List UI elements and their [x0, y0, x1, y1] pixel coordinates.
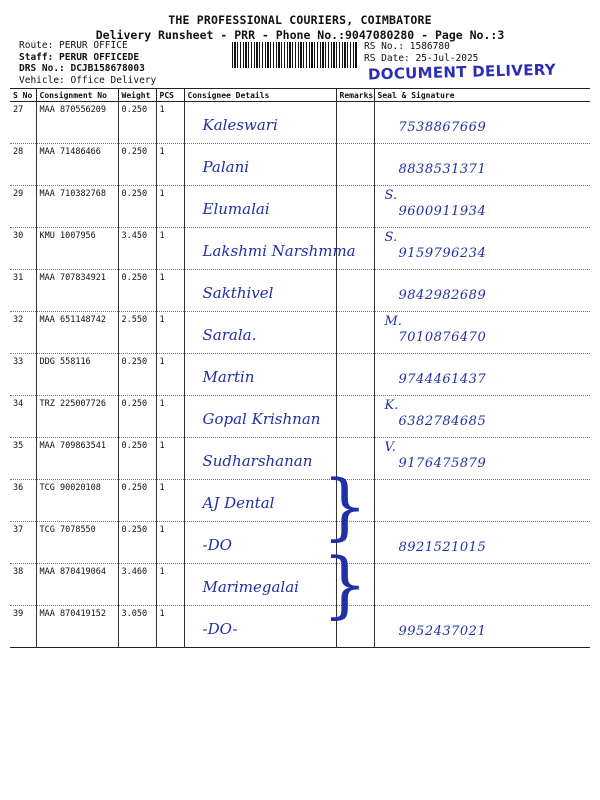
consignee-details	[184, 396, 336, 438]
consignee-details	[184, 270, 336, 312]
table-row	[10, 480, 590, 522]
consignment-number: DDG 558116	[36, 354, 118, 396]
weight-value: 0.250	[118, 186, 156, 228]
seal-signature-cell	[374, 102, 590, 144]
signature-initial: S.	[384, 230, 398, 245]
consignee-name-handwritten: Palani	[202, 158, 250, 176]
header-consignee: Consignee Details	[184, 89, 336, 102]
consignee-name-handwritten: Sarala.	[202, 326, 257, 344]
signature-phone: 9159796234	[398, 246, 487, 261]
weight-value: 0.250	[118, 144, 156, 186]
consignment-number: MAA 870556209	[36, 102, 118, 144]
pieces-count: 1	[156, 102, 184, 144]
header-weight: Weight	[118, 89, 156, 102]
pieces-count: 1	[156, 396, 184, 438]
serial-number: 33	[10, 354, 36, 396]
seal-signature-cell	[374, 522, 590, 564]
table-row	[10, 186, 590, 228]
barcode-image	[232, 42, 358, 68]
consignee-name-handwritten: Kaleswari	[202, 116, 278, 134]
grouping-brace-bottom: }	[322, 542, 368, 626]
weight-value: 0.250	[118, 480, 156, 522]
signature-phone: 9744461437	[398, 372, 487, 387]
seal-signature-cell	[374, 564, 590, 606]
table-row	[10, 438, 590, 480]
table-row	[10, 312, 590, 354]
serial-number: 31	[10, 270, 36, 312]
signature-phone: 7010876470	[398, 330, 487, 345]
remarks-cell	[336, 144, 374, 186]
serial-number: 35	[10, 438, 36, 480]
consignment-number: MAA 707834921	[36, 270, 118, 312]
serial-number: 34	[10, 396, 36, 438]
serial-number: 29	[10, 186, 36, 228]
seal-signature-cell	[374, 144, 590, 186]
consignment-number: TCG 90020108	[36, 480, 118, 522]
grouping-brace-top: }	[322, 464, 368, 548]
seal-signature-cell	[374, 438, 590, 480]
pieces-count: 1	[156, 480, 184, 522]
seal-signature-cell	[374, 270, 590, 312]
header-pcs: PCS	[156, 89, 184, 102]
signature-phone: 9176475879	[398, 456, 487, 471]
weight-value: 0.250	[118, 522, 156, 564]
consignee-details	[184, 564, 336, 606]
runsheet-subtitle: Delivery Runsheet - PRR - Phone No.:9047080280 - Page No.:3	[95, 28, 505, 42]
weight-value: 0.250	[118, 438, 156, 480]
consignment-number: MAA 870419064	[36, 564, 118, 606]
table-row	[10, 102, 590, 144]
signature-phone: 8921521015	[398, 540, 487, 555]
signature-phone: 9600911934	[398, 204, 487, 219]
signature-initial: V.	[384, 440, 396, 455]
seal-signature-cell	[374, 354, 590, 396]
seal-signature-cell	[374, 480, 590, 522]
pieces-count: 1	[156, 186, 184, 228]
pieces-count: 1	[156, 564, 184, 606]
header-sno: S No	[10, 89, 36, 102]
pieces-count: 1	[156, 354, 184, 396]
runsheet-meta-left	[19, 40, 156, 86]
weight-value: 0.250	[118, 396, 156, 438]
remarks-cell	[336, 312, 374, 354]
consignee-name-handwritten: Gopal Krishnan	[202, 410, 321, 428]
consignment-number: TRZ 225007726	[36, 396, 118, 438]
serial-number: 36	[10, 480, 36, 522]
table-header-row	[10, 89, 590, 102]
consignment-number: KMU 1007956	[36, 228, 118, 270]
weight-value: 0.250	[118, 102, 156, 144]
pieces-count: 1	[156, 606, 184, 648]
signature-phone: 9842982689	[398, 288, 487, 303]
serial-number: 32	[10, 312, 36, 354]
serial-number: 28	[10, 144, 36, 186]
table-row	[10, 144, 590, 186]
signature-phone: 9952437021	[398, 624, 487, 639]
consignee-name-handwritten: Sakthivel	[202, 284, 274, 302]
pieces-count: 1	[156, 144, 184, 186]
consignee-name-handwritten: Martin	[202, 368, 255, 386]
consignee-details	[184, 438, 336, 480]
header-remarks: Remarks	[336, 89, 374, 102]
table-row	[10, 396, 590, 438]
signature-phone: 7538867669	[398, 120, 487, 135]
seal-signature-cell	[374, 186, 590, 228]
remarks-cell	[336, 102, 374, 144]
serial-number: 30	[10, 228, 36, 270]
consignee-name-handwritten: Marimegalai	[202, 578, 299, 596]
consignment-number: TCG 7078550	[36, 522, 118, 564]
consignment-number: MAA 709863541	[36, 438, 118, 480]
consignee-name-handwritten: Elumalai	[202, 200, 270, 218]
remarks-cell	[336, 270, 374, 312]
consignee-details	[184, 228, 356, 270]
route-label: Route: PERUR OFFICE	[19, 40, 128, 51]
pieces-count: 1	[156, 438, 184, 480]
weight-value: 3.450	[118, 228, 156, 270]
serial-number: 27	[10, 102, 36, 144]
staff-label: Staff: PERUR OFFICEDE	[19, 51, 140, 63]
signature-initial: S.	[384, 188, 398, 203]
weight-value: 2.550	[118, 312, 156, 354]
signature-initial: M.	[384, 314, 402, 329]
weight-value: 0.250	[118, 270, 156, 312]
table-row	[10, 354, 590, 396]
signature-phone: 8838531371	[398, 162, 487, 177]
weight-value: 3.050	[118, 606, 156, 648]
table-row	[10, 606, 590, 648]
consignee-name-handwritten: Lakshmi Narshmma	[202, 242, 356, 260]
consignment-number: MAA 710382768	[36, 186, 118, 228]
remarks-cell	[336, 354, 374, 396]
vehicle-label: Vehicle: Office Delivery	[19, 74, 157, 86]
consignee-details	[184, 480, 336, 522]
consignee-details	[184, 312, 336, 354]
rs-number: RS No.: 1586780	[364, 41, 450, 52]
pieces-count: 1	[156, 228, 184, 270]
consignee-name-handwritten: Sudharshanan	[202, 452, 313, 470]
consignee-details	[184, 354, 336, 396]
signature-initial: K.	[384, 398, 399, 413]
consignment-number: MAA 651148742	[36, 312, 118, 354]
serial-number: 38	[10, 564, 36, 606]
serial-number: 37	[10, 522, 36, 564]
seal-signature-cell	[374, 606, 590, 648]
consignee-details	[184, 144, 336, 186]
serial-number: 39	[10, 606, 36, 648]
runsheet-table	[10, 88, 590, 648]
consignee-details	[184, 186, 336, 228]
consignee-details	[184, 102, 336, 144]
document-delivery-stamp: DOCUMENT DELIVERY	[367, 60, 557, 84]
pieces-count: 1	[156, 522, 184, 564]
consignment-number: MAA 870419152	[36, 606, 118, 648]
consignment-number: MAA 71486466	[36, 144, 118, 186]
consignee-name-handwritten: -DO	[202, 536, 232, 554]
pieces-count: 1	[156, 312, 184, 354]
header-seal-signature: Seal & Signature	[374, 89, 590, 102]
signature-phone: 6382784685	[398, 414, 487, 429]
seal-signature-cell	[374, 312, 590, 354]
remarks-cell	[336, 186, 374, 228]
consignee-details	[184, 606, 336, 648]
remarks-cell	[336, 396, 374, 438]
rs-date: RS Date: 25-Jul-2025	[364, 52, 479, 64]
company-title: THE PROFESSIONAL COURIERS, COIMBATORE	[168, 13, 432, 27]
runsheet-meta-right	[364, 41, 478, 64]
table-row	[10, 270, 590, 312]
consignee-name-handwritten: -DO-	[202, 620, 238, 638]
pieces-count: 1	[156, 270, 184, 312]
consignee-details	[184, 522, 336, 564]
seal-signature-cell	[374, 228, 590, 270]
table-row	[10, 228, 590, 270]
header-consignment: Consignment No	[36, 89, 118, 102]
weight-value: 0.250	[118, 354, 156, 396]
drs-number: DRS No.: DCJB158678003	[19, 63, 145, 74]
table-row	[10, 564, 590, 606]
weight-value: 3.460	[118, 564, 156, 606]
consignee-name-handwritten: AJ Dental	[202, 494, 275, 512]
seal-signature-cell	[374, 396, 590, 438]
table-row	[10, 522, 590, 564]
